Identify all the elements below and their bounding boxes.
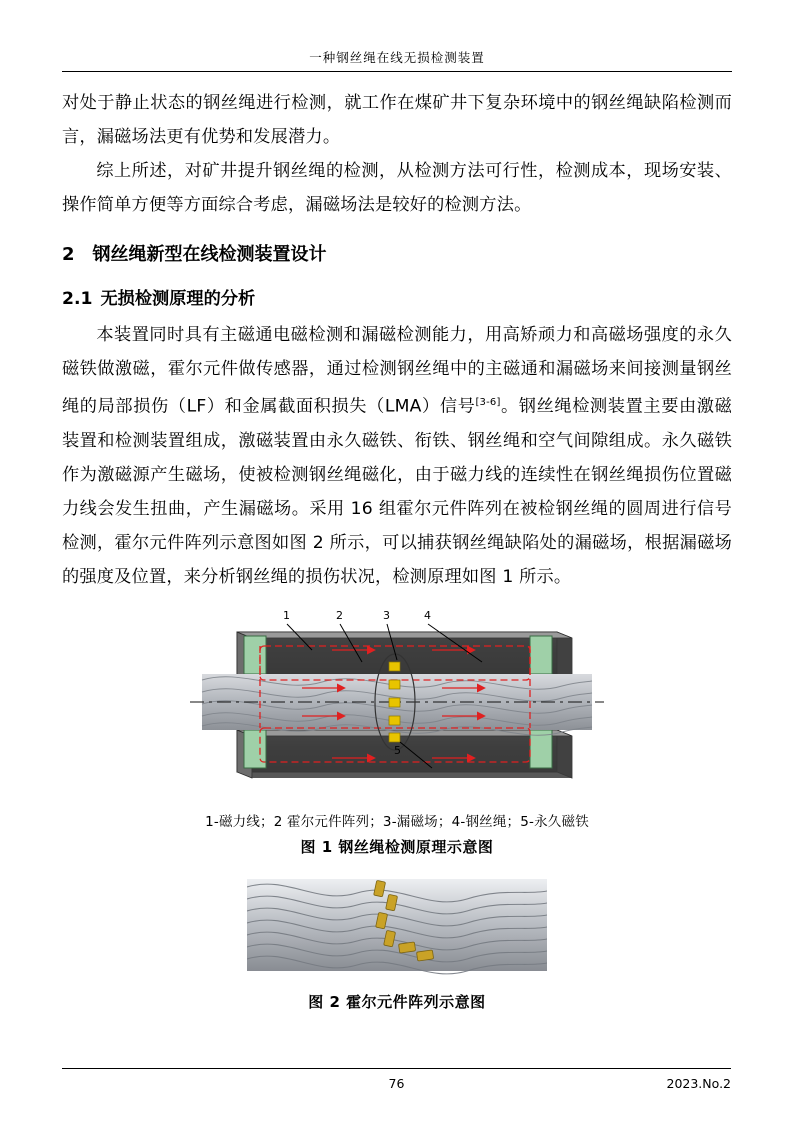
paragraph-1: 对处于静止状态的钢丝绳进行检测，就工作在煤矿井下复杂环境中的钢丝绳缺陷检测而言，漏磁场法更有优势和发展潜力。: [62, 93, 732, 147]
subsection-heading-2-1: [62, 282, 732, 316]
running-header: 一种钢丝绳在线无损检测装置: [309, 50, 485, 65]
paragraph-3-part-a: 本装置同时具有主磁通电磁检测和漏磁检测能力，用高矫顽力和高磁场强度的永久磁铁做激磁，霍尔元件做传感器，通过检测钢丝绳中的主磁通和漏磁场来间接测量钢丝绳的局部损伤（LF）和金属截面积损失（LMA）信号: [62, 325, 732, 417]
rope-body-figure-2: [247, 879, 547, 974]
figure-1-graphic: [182, 602, 612, 802]
footer-row: [62, 1076, 731, 1094]
reference-citation: [3-6]: [475, 397, 501, 408]
footer-issue: 2023.No.2: [666, 1076, 731, 1091]
paragraph-3-part-b: 。钢丝绳检测装置主要由激磁装置和检测装置组成，激磁装置由永久磁铁、衔铁、钢丝绳和空气间隙组成。永久磁铁作为激磁源产生磁场，使被检测钢丝绳磁化，由于磁力线的连续性在钢丝绳损伤位置磁力线会发生扭曲，产生漏磁场。采用 16 组霍尔元件阵列在被检钢丝绳的圆周进行信号检测，霍尔元件阵列示意图如图 2 所示，可以捕获钢丝绳缺陷处的漏磁场，根据漏磁场的强度及位置，来分析钢丝绳的损伤状况，检测原理如图 1 所示。: [62, 396, 732, 587]
section-title: 钢丝绳新型在线检测装置设计: [92, 244, 327, 265]
paragraph-3: [62, 318, 732, 594]
section-number: 2: [62, 244, 75, 265]
page-footer: [62, 1068, 731, 1094]
figure-1-image: [62, 602, 732, 802]
figure-2-block: [62, 865, 732, 1012]
figure-1-block: [62, 602, 732, 857]
section-heading-2: [62, 238, 732, 272]
paragraph-2: 综上所述，对矿井提升钢丝绳的检测，从检测方法可行性，检测成本，现场安装、操作简单方便等方面综合考虑，漏磁场法是较好的检测方法。: [62, 161, 732, 215]
figure-1-label-3: 3: [383, 608, 390, 622]
figure-1-label-4: 4: [424, 608, 431, 622]
footer-rule: [62, 1068, 731, 1069]
footer-page-number: 76: [388, 1076, 405, 1091]
figure-1-caption: 图 1 钢丝绳检测原理示意图: [300, 837, 494, 856]
page-content: [62, 48, 732, 1012]
subsection-number: 2.1: [62, 289, 93, 309]
figure-1-label-2: 2: [336, 608, 343, 622]
figure-2-graphic: [247, 865, 547, 985]
figure-2-caption: 图 2 霍尔元件阵列示意图: [308, 992, 486, 1011]
figure-2-image: [62, 865, 732, 985]
figure-1-label-1: 1: [283, 608, 290, 622]
figure-1-label-5: 5: [394, 743, 401, 757]
figure-1-parts-caption: 1-磁力线；2 霍尔元件阵列；3-漏磁场；4-钢丝绳；5-永久磁铁: [205, 813, 589, 830]
subsection-title: 无损检测原理的分析: [100, 289, 256, 309]
header-rule: [62, 71, 732, 72]
